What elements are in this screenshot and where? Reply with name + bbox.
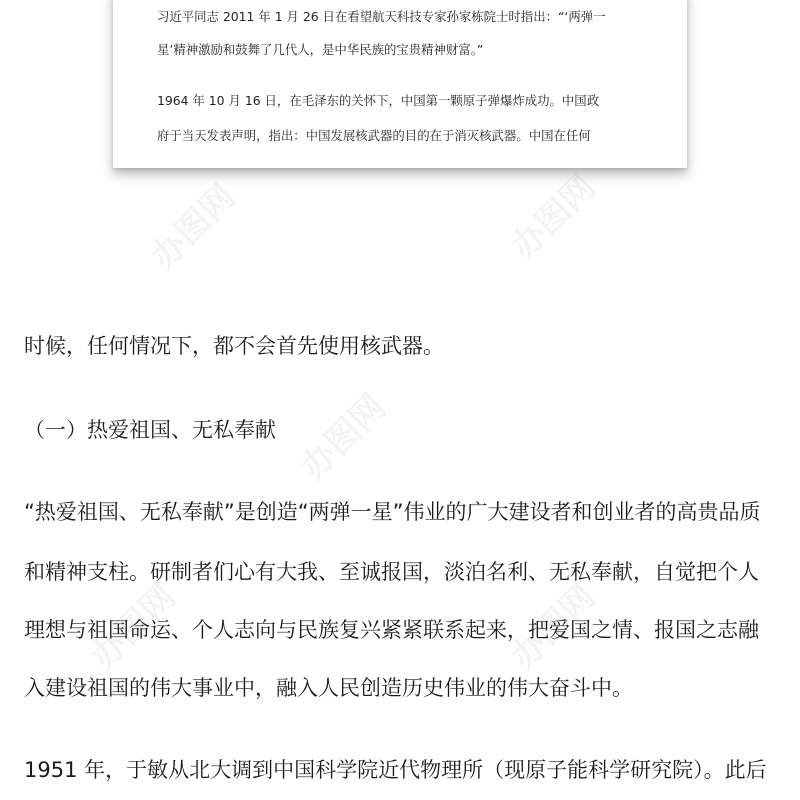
body-text-line: 入建设祖国的伟大事业中，融入人民创造历史伟业的伟大奋斗中。 xyxy=(24,676,633,700)
body-text-line: 和精神支柱。研制者们心有大我、至诚报国，淡泊名利、无私奉献，自觉把个人 xyxy=(24,560,759,584)
card-text-line: 1964 年 10 月 16 日，在毛泽东的关怀下，中国第一颗原子弹爆炸成功。中国政 xyxy=(157,93,600,108)
quote-card xyxy=(113,0,687,168)
section-heading: （一）热爱祖国、无私奉献 xyxy=(24,418,276,442)
body-text-line: 时候，任何情况下，都不会首先使用核武器。 xyxy=(24,334,444,358)
card-text-line: 府于当天发表声明，指出：中国发展核武器的目的在于消灭核武器。中国在任何 xyxy=(157,128,591,143)
watermark: 办图网 xyxy=(143,176,244,278)
card-text-line: 星’精神激励和鼓舞了几代人，是中华民族的宝贵精神财富。” xyxy=(157,42,484,57)
watermark: 办图网 xyxy=(503,166,604,268)
body-text-line: 1951 年，于敏从北大调到中国科学院近代物理所（现原子能科学研究院）。此后 xyxy=(24,758,767,782)
card-text-line: 习近平同志 2011 年 1 月 26 日在看望航天科技专家孙家栋院士时指出：“‘两弹一 xyxy=(157,9,606,24)
watermark: 办图网 xyxy=(503,576,604,678)
body-text-line: 理想与祖国命运、个人志向与民族复兴紧紧联系起来，把爱国之情、报国之志融 xyxy=(24,618,759,642)
body-text-line: “热爱祖国、无私奉献”是创造“两弹一星”伟业的广大建设者和创业者的高贵品质 xyxy=(24,500,761,524)
watermark: 办图网 xyxy=(83,576,184,678)
watermark: 办图网 xyxy=(293,386,394,488)
